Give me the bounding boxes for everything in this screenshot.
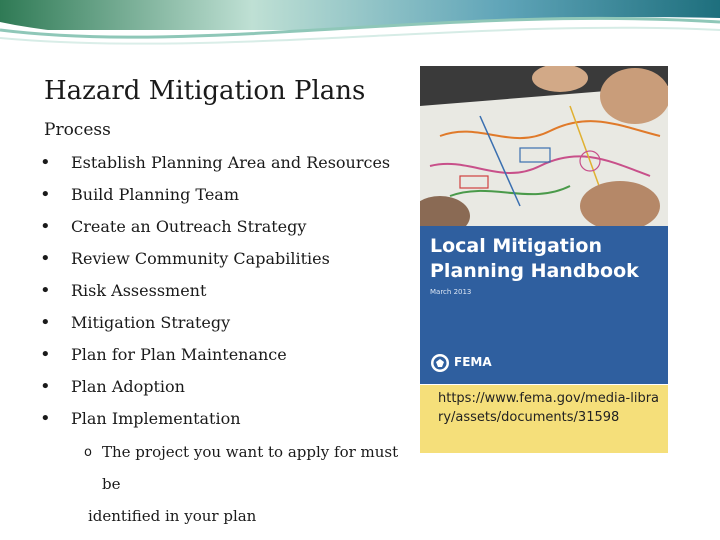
bullet-icon: • — [40, 344, 51, 365]
cover-title-line-1: Local Mitigation — [430, 235, 602, 257]
cover-title-line-2: Planning Handbook — [430, 260, 639, 282]
sub-bullet-icon: o — [84, 445, 92, 460]
fema-logo-text: FEMA — [454, 355, 492, 369]
bullet-icon: • — [40, 376, 51, 397]
list-item-text: Plan Adoption — [71, 377, 185, 396]
list-item-text: Create an Outreach Strategy — [71, 217, 307, 236]
handbook-cover-image — [420, 66, 668, 384]
bullet-icon: • — [40, 152, 51, 173]
bullet-icon: • — [40, 312, 51, 333]
process-step-list — [38, 148, 390, 436]
list-item-text: Plan for Plan Maintenance — [71, 345, 287, 364]
list-item — [38, 276, 390, 308]
list-item — [38, 308, 390, 340]
list-item — [38, 148, 390, 180]
dhs-seal-icon — [430, 353, 450, 373]
list-item-text: Establish Planning Area and Resources — [71, 153, 391, 172]
list-item — [38, 404, 390, 436]
list-item — [38, 244, 390, 276]
list-item-text: Mitigation Strategy — [71, 313, 231, 332]
list-item — [38, 340, 390, 372]
source-url-link[interactable]: https://www.fema.gov/media-library/assets/documents/31598 — [420, 385, 668, 453]
list-item-text: Risk Assessment — [71, 281, 207, 300]
section-label: Process — [44, 120, 111, 140]
list-item — [38, 180, 390, 212]
list-item — [38, 212, 390, 244]
cover-title — [430, 234, 660, 284]
list-item-text: Review Community Capabilities — [71, 249, 330, 268]
header-swoosh-banner — [0, 0, 720, 70]
bullet-icon: • — [40, 248, 51, 269]
list-item-text: Plan Implementation — [71, 409, 241, 428]
cover-date: March 2013 — [430, 288, 472, 296]
bullet-icon: • — [40, 216, 51, 237]
sub-bullet-line-1: The project you want to apply for must be — [102, 443, 399, 493]
list-item — [38, 372, 390, 404]
slide-title: Hazard Mitigation Plans — [44, 76, 366, 106]
sub-bullet-line-2: identified in your plan — [88, 507, 257, 525]
planning-meeting-photo — [420, 66, 668, 226]
list-item-text: Build Planning Team — [71, 185, 240, 204]
sub-bullet — [84, 436, 408, 532]
bullet-icon: • — [40, 280, 51, 301]
bullet-icon: • — [40, 184, 51, 205]
bullet-icon: • — [40, 408, 51, 429]
